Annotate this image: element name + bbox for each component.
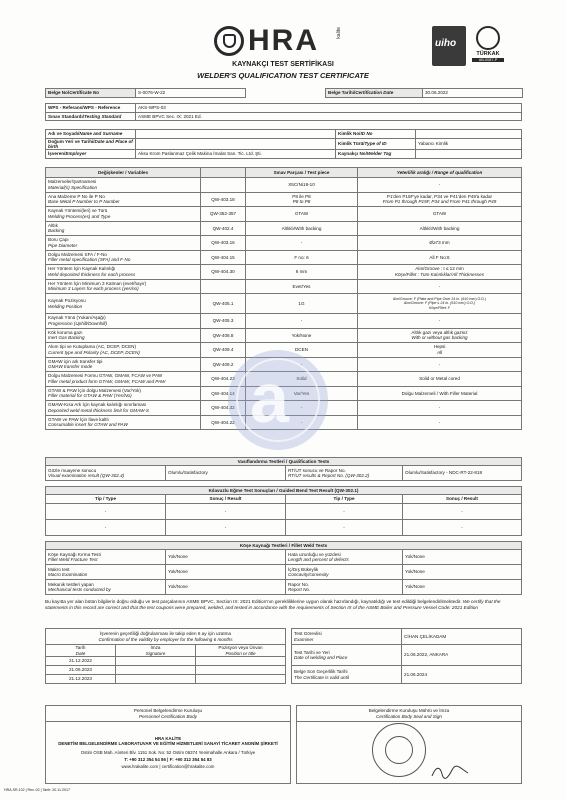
- turkak-emblem-icon: [476, 26, 500, 50]
- variable-code: QW-404.30: [201, 265, 246, 280]
- qualification-range: P1'den P15F'ye kadar, P34 ve P41'den P49'a kadar From P1 through P15F, P34 and From P41 through P49: [358, 192, 522, 207]
- header: [0, 0, 566, 86]
- variable-name: GMAW için ark transfer tipi GMAW transfer mode: [46, 357, 201, 372]
- qualification-range: Alın/Groove : t ≤ 12 mm Köşe/Fillet : Tüm Kalınlıklar/All Thicknesses: [358, 265, 522, 280]
- variable-name: Ana Malzeme P No ile P No Base Metal P Number to P Number: [46, 192, 201, 207]
- logo-text: HRA: [248, 24, 319, 57]
- test-piece-value: -: [246, 314, 358, 329]
- variable-code: [201, 178, 246, 193]
- variable-name: GTAW ve PAW İçin İlave kaltlı Consumable insert for GTAW and PAW: [46, 415, 201, 430]
- test-piece-value: Solid: [246, 372, 358, 387]
- variable-code: QW-404.32: [201, 401, 246, 416]
- test-piece-value: Evet/Yes: [246, 279, 358, 294]
- variable-code: QW-404.15: [201, 250, 246, 265]
- variable-row: [46, 265, 522, 280]
- qualification-range: -: [358, 279, 522, 294]
- qualification-range: Altlık gazı veya altlık gazsız With or without gas backing: [358, 328, 522, 343]
- bend-tests: Kılavuzlu Eğme Test Sonuçları / Guided Bend Test Result (QW-302.1) Tip / Type Sonuç / Result Tip / Type Sonuç / Result - - - - - - - -: [45, 486, 522, 536]
- qualification-range: -: [358, 178, 522, 193]
- variable-row: [46, 221, 522, 236]
- variable-code: QW-405.3: [201, 314, 246, 329]
- qualification-range: GTAW: [358, 207, 522, 222]
- variable-name: Dolgu Malzemesi Formu GTAW, GMAW, FCAW ve PAW Filler metal product form GTAW, GMAW, FCAW and PAW: [46, 372, 201, 387]
- variable-row: [46, 294, 522, 314]
- variable-name: Her Yöntem İçin Kaynak Kalınlığı Weld deposited thickness for each process: [46, 265, 201, 280]
- variable-name: Malzemeler/Şartnamesi Material(s) Specification: [46, 178, 201, 193]
- qualification-range: Solid or Metal cored: [358, 372, 522, 387]
- title-en: WELDER'S QUALIFICATION TEST CERTIFICATE: [197, 71, 369, 80]
- variable-row: [46, 178, 522, 193]
- identity-section: Adı ve Soyadı/Name and Surname Kimlik No/ID No Doğum Yeri ve Tarihi/Date and Place of birth Kimlik Türü/Type of ID Yabancı Kimlik İşveren/Employer Aksu Krom Paslanmaz Çelik Makina İmalat San. Tic. Ltd. Şti. Kaynakçı No/Welder Tag: [45, 129, 522, 159]
- variable-code: QW-402.4: [201, 221, 246, 236]
- test-piece-value: -: [246, 401, 358, 416]
- vars-header-test: Sınav Parçası / Test piece: [246, 168, 358, 178]
- qualification-range: Altlıklı/With backing: [358, 221, 522, 236]
- variable-row: [46, 250, 522, 265]
- variable-code: QW-352-357: [201, 207, 246, 222]
- examiner: CİHAN ÇELİKADAM: [402, 629, 522, 645]
- qualification-range: All F No:6: [358, 250, 522, 265]
- variable-name: GTAW & PAW İçin dolgu Malzemesi (Var/Yok) Filler material for GTAW & PAW (Yes/No): [46, 386, 201, 401]
- qualification-range: -: [358, 401, 522, 416]
- turkak-logo: TÜRKAK AB-0087-P: [472, 26, 504, 68]
- test-piece-value: GTAW: [246, 207, 358, 222]
- test-piece-value: 6 mm: [246, 265, 358, 280]
- logo-emblem-icon: [214, 26, 244, 56]
- test-piece-value: F no: 6: [246, 250, 358, 265]
- variable-name: Akım tipi ve Kutuplama (AC, DCEP, DCEN) Current type and Polarity (AC, DCEP, DCEN): [46, 343, 201, 358]
- variable-row: [46, 314, 522, 329]
- vars-header-range: Yeterlilik aralığı / Range of qualification: [358, 168, 522, 178]
- variable-row: [46, 328, 522, 343]
- id-type: Yabancı Kimlik: [416, 138, 522, 150]
- qualification-range: Hepsi All: [358, 343, 522, 358]
- variable-row: [46, 207, 522, 222]
- qualification-range: -: [358, 357, 522, 372]
- variable-name: GMAW-Kısa Ark İçin kaynak kalınlığı sınırlaması Deposited weld metal thickness limit for GMAW-S: [46, 401, 201, 416]
- accreditation-logo: uiho: [432, 26, 466, 66]
- variable-code: QW-404.22: [201, 415, 246, 430]
- variable-code: QW-404.23: [201, 372, 246, 387]
- cert-number-section: Belge No/Certificate No S-0076-W-22 Belge Tarihi/Certification Date 30.06.2022: [45, 88, 522, 98]
- wps-section: WPS - Referans/WPS - Reference AKS-WPS-03 Sınav Standardı/Testing Standard ASME BPVC Sec. IX: 2021 Ed.: [45, 103, 522, 121]
- signature-icon: [430, 764, 470, 780]
- test-piece-value: DCEN: [246, 343, 358, 358]
- variable-row: [46, 192, 522, 207]
- wps-ref: AKS-WPS-03: [136, 104, 522, 113]
- variable-code: QW-409.4: [201, 343, 246, 358]
- test-piece-value: Altlıklı/With backing: [246, 221, 358, 236]
- visual-result: Olumlu/Satisfactory: [166, 466, 286, 481]
- rt-result: Olumlu/Satisfactory - NDC-RT-22-818: [403, 466, 522, 481]
- variable-code: QW-408.8: [201, 328, 246, 343]
- test-piece-value: -: [246, 236, 358, 251]
- test-piece-value: -: [246, 415, 358, 430]
- valid-until: 21.06.2024: [402, 666, 522, 684]
- qualification-range: -: [358, 415, 522, 430]
- variable-name: Boru Çapı Pipe Diameter: [46, 236, 201, 251]
- title-tr: KAYNAKÇI TEST SERTİFİKASI: [232, 61, 334, 68]
- variable-name: Kaynak Pozisyonu Welding Position: [46, 294, 201, 314]
- testing-standard: ASME BPVC Sec. IX: 2021 Ed.: [136, 112, 522, 121]
- qualification-range: Alın/Groove: F (Plate and Pipe Over 24 in. (610 mm) O.D.) Alın/Groove: F (Pipe ≤ 24 in. (610 mm) O.D.) Köşe/Fillet: F: [358, 294, 522, 314]
- variable-code: QW-403.16: [201, 236, 246, 251]
- test-piece-value: Var/Yes: [246, 386, 358, 401]
- form-footer: HRA.SR.102 | Rev.:02 | Tarih: 20.11.2017: [4, 788, 70, 792]
- cert-no: S-0076-W-22: [136, 89, 246, 98]
- variable-name: Her Yöntem İçin Minimum 3 Katman (evet/hayır) Minimum 3 Layers for each process (yes/no): [46, 279, 201, 294]
- variable-name: Kaynak Yönü (Yukarı/Aşağı) Progression (Uphill/Downhill): [46, 314, 201, 329]
- variable-row: [46, 236, 522, 251]
- variable-row: [46, 279, 522, 294]
- test-piece-value: P8 ile P8 P8 to P8: [246, 192, 358, 207]
- logo-sub: kalite: [336, 27, 342, 39]
- variable-code: QW-403.18: [201, 192, 246, 207]
- certification-statement: Bu kayıtta yer alan bütün bilgilerin doğru olduğu ve test parçalarının ASME BPVC, Section IX: 2021 Edition'nın gerekliliklerine uygun olarak hazırlandığı, kaynatıldığı ve test edildiği belgelendirilmektedir. We certify that the statements in this record are correct and that the test coupons were prepared, welded, and tested in accordance with the requirements of Section IX of the ASME Boiler and Pressure Vessel Code: 2021 Edition: [45, 599, 501, 610]
- variable-code: QW-409.2: [201, 357, 246, 372]
- variable-name: Kök koruma gazı Inert Gas Backing: [46, 328, 201, 343]
- certification-body: Personel Belgelendirme Kuruluşu Personnel Certification Body Belgelendirme Kuruluşu Mührü ve İmza Certification Body Seal and Sign HRA KALİTE DENETİM BELGELENDİRME LABORATUVAR VE EĞİTİM HİZMETLERİ SANAYİ TİCARET ANONİM ŞİRKETİ Ostim OSB Mah. Alınteri Blv. 1151 Sok. No: 52 Ostim 06374 Yenimahalle Ankara / Türkiye T: +90 312 354 54 86 | F: +90 312 354 54 83 www.hrakalite.com | certification@hrakalite.com: [45, 705, 522, 784]
- variable-code: QW-405.1: [201, 294, 246, 314]
- test-piece-value: Yok/None: [246, 328, 358, 343]
- watermark-logo: a: [228, 350, 328, 450]
- variable-name: Altlık Backing: [46, 221, 201, 236]
- variable-code: QW-404.14: [201, 386, 246, 401]
- qualification-range: Ø≥73 mm: [358, 236, 522, 251]
- welding-date-place: 21.06.2022, ANKARA: [402, 645, 522, 666]
- test-piece-value: X5CrNi18-10: [246, 178, 358, 193]
- qualification-range: Dolgu Malzemeli / With Filler Material: [358, 386, 522, 401]
- company-seal-icon: [372, 723, 426, 777]
- fillet-tests: Köşe Kaynağı Testleri / Fillet Weld Tests Köşe Kaynağı Kırma Testi Fillet Weld Fracture Test Yok/None Hata uzunluğu ve yüzdesi Length and percent of defects Yok/None Makro test Macro Examination Yok/None İç/Dış Bükeylik Concavity/convexity Yok/None Mekanik testleri yapan Mechanical tests conducted by Yok/None Rapor No. Report No. Yok/None: [45, 541, 522, 595]
- test-piece-value: -: [246, 357, 358, 372]
- validity-section: İşverenin geçerliliği doğrulanması ile takip eden 6 ay için uzatma Confirmation of the validity by employer for the following 6 months Test Görevlisi Examiner CİHAN ÇELİKADAM Tarih Date İmza Signature Pozisyon veya Ünvan Position or title Test Tarihi ve Yeri Date of welding and Place 21.06.2022, ANKARA 21.12.2022 21.06.2023 Belge Son Geçerlilik Tarihi The Certificate is valid until 21.06.2024 21.12.2023: [45, 628, 522, 684]
- hra-logo: [214, 24, 354, 58]
- variable-name: Dolgu Malzemesi SFA / F-No Filler metal specification (SFA) and F-No: [46, 250, 201, 265]
- variable-name: Kaynak Yöntemi(leri) ve Türü Welding Process(es) and Type: [46, 207, 201, 222]
- variable-code: [201, 279, 246, 294]
- qualification-range: -: [358, 314, 522, 329]
- test-piece-value: 1G: [246, 294, 358, 314]
- cert-date: 30.06.2022: [423, 89, 523, 98]
- qualification-tests: Vasıflandırma Testleri / Qualification Tests Gözle muayene sonucu Visual examination result (QW-302.4) Olumlu/Satisfactory RT/UT sonucu ve Rapor No. RT/UT results & Report No. (QW-302.2) Olumlu/Satisfactory - NDC-RT-22-818: [45, 457, 522, 481]
- employer: Aksu Krom Paslanmaz Çelik Makina İmalat San. Tic. Ltd. Şti.: [136, 150, 336, 159]
- vars-header-variables: Değişkenler / Variables: [46, 168, 201, 178]
